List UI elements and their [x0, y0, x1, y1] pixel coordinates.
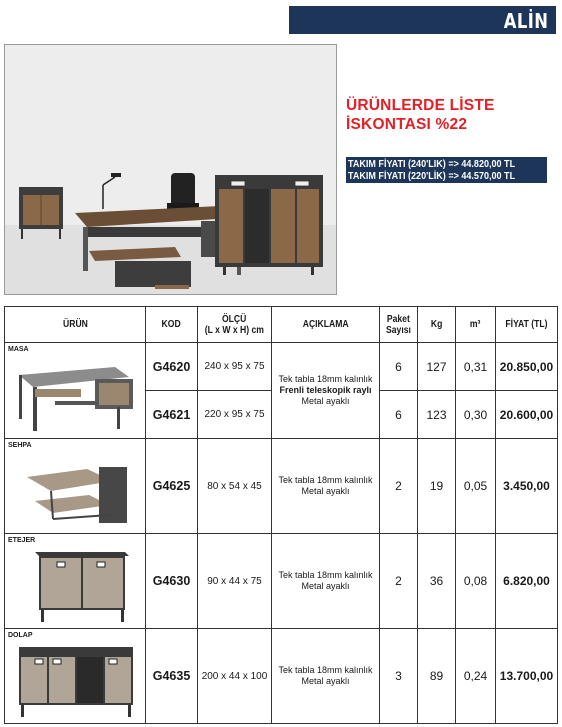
category-label: SEHPA: [8, 442, 32, 449]
volume-m3: 0,31: [456, 343, 496, 391]
set-price-box: [346, 157, 547, 183]
price-table: [4, 306, 558, 724]
product-dolap: [5, 629, 146, 724]
category-label: ETEJER: [8, 537, 36, 544]
volume-m3: 0,05: [456, 439, 496, 534]
product-description: Tek tabla 18mm kalınlık Frenli teleskopik raylı Metal ayaklı: [272, 343, 380, 439]
package-count: 3: [380, 629, 418, 724]
discount-line-2: İSKONTASI %22: [346, 116, 468, 133]
category-label: DOLAP: [8, 632, 33, 639]
price-tl: 13.700,00: [496, 629, 558, 724]
product-code: G4620: [146, 343, 198, 391]
product-sehpa: [5, 439, 146, 534]
product-etejer: [5, 534, 146, 629]
product-code: G4635: [146, 629, 198, 724]
discount-line-1: ÜRÜNLERDE LİSTE: [346, 97, 495, 114]
weight-kg: 19: [418, 439, 456, 534]
price-tl: 6.820,00: [496, 534, 558, 629]
price-tl: 3.450,00: [496, 439, 558, 534]
table-row: [5, 439, 558, 534]
weight-kg: 89: [418, 629, 456, 724]
header-description: AÇIKLAMA: [272, 307, 380, 343]
product-code: G4621: [146, 391, 198, 439]
package-count: 2: [380, 534, 418, 629]
credenza-illustration: [13, 643, 139, 721]
product-description: Tek tabla 18mm kalınlık Metal ayaklı: [272, 629, 380, 724]
table-row: [5, 629, 558, 724]
table-row: [5, 534, 558, 629]
product-size: 220 x 95 x 75: [198, 391, 272, 439]
product-code: G4630: [146, 534, 198, 629]
discount-text: [346, 96, 495, 134]
header-size: ÖLÇÜ (L x W x H) cm: [198, 307, 272, 343]
weight-kg: 127: [418, 343, 456, 391]
product-size: 80 x 54 x 45: [198, 439, 272, 534]
office-furniture-illustration: [5, 45, 337, 295]
package-count: 6: [380, 391, 418, 439]
header-code: KOD: [146, 307, 198, 343]
hero-image: [4, 44, 337, 295]
product-size: 240 x 95 x 75: [198, 343, 272, 391]
package-count: 2: [380, 439, 418, 534]
weight-kg: 36: [418, 534, 456, 629]
product-size: 200 x 44 x 100: [198, 629, 272, 724]
category-label: MASA: [8, 346, 29, 353]
header-weight: Kg: [418, 307, 456, 343]
volume-m3: 0,30: [456, 391, 496, 439]
volume-m3: 0,24: [456, 629, 496, 724]
set-price-220: TAKIM FİYATI (220'LİK) => 44.570,00 TL: [348, 170, 516, 182]
product-masa: [5, 343, 146, 439]
price-tl: 20.850,00: [496, 343, 558, 391]
table-header-row: [5, 307, 558, 343]
product-code: G4625: [146, 439, 198, 534]
product-size: 90 x 44 x 75: [198, 534, 272, 629]
product-description: Tek tabla 18mm kalınlık Metal ayaklı: [272, 439, 380, 534]
header-product: ÜRÜN: [5, 307, 146, 343]
header-volume: m³: [456, 307, 496, 343]
title-bar: [289, 6, 556, 34]
header-packages: Paket Sayısı: [380, 307, 418, 343]
cabinet-illustration: [13, 548, 139, 626]
weight-kg: 123: [418, 391, 456, 439]
volume-m3: 0,08: [456, 534, 496, 629]
product-description: Tek tabla 18mm kalınlık Metal ayaklı: [272, 534, 380, 629]
package-count: 6: [380, 343, 418, 391]
table-row: [5, 343, 558, 391]
header-price: FİYAT (TL): [496, 307, 558, 343]
page-title: ALİN: [503, 9, 548, 33]
coffee-table-illustration: [13, 453, 139, 531]
set-price-240: TAKIM FİYATI (240'LIK) => 44.820,00 TL: [348, 158, 516, 170]
price-tl: 20.600,00: [496, 391, 558, 439]
desk-illustration: [13, 357, 139, 435]
